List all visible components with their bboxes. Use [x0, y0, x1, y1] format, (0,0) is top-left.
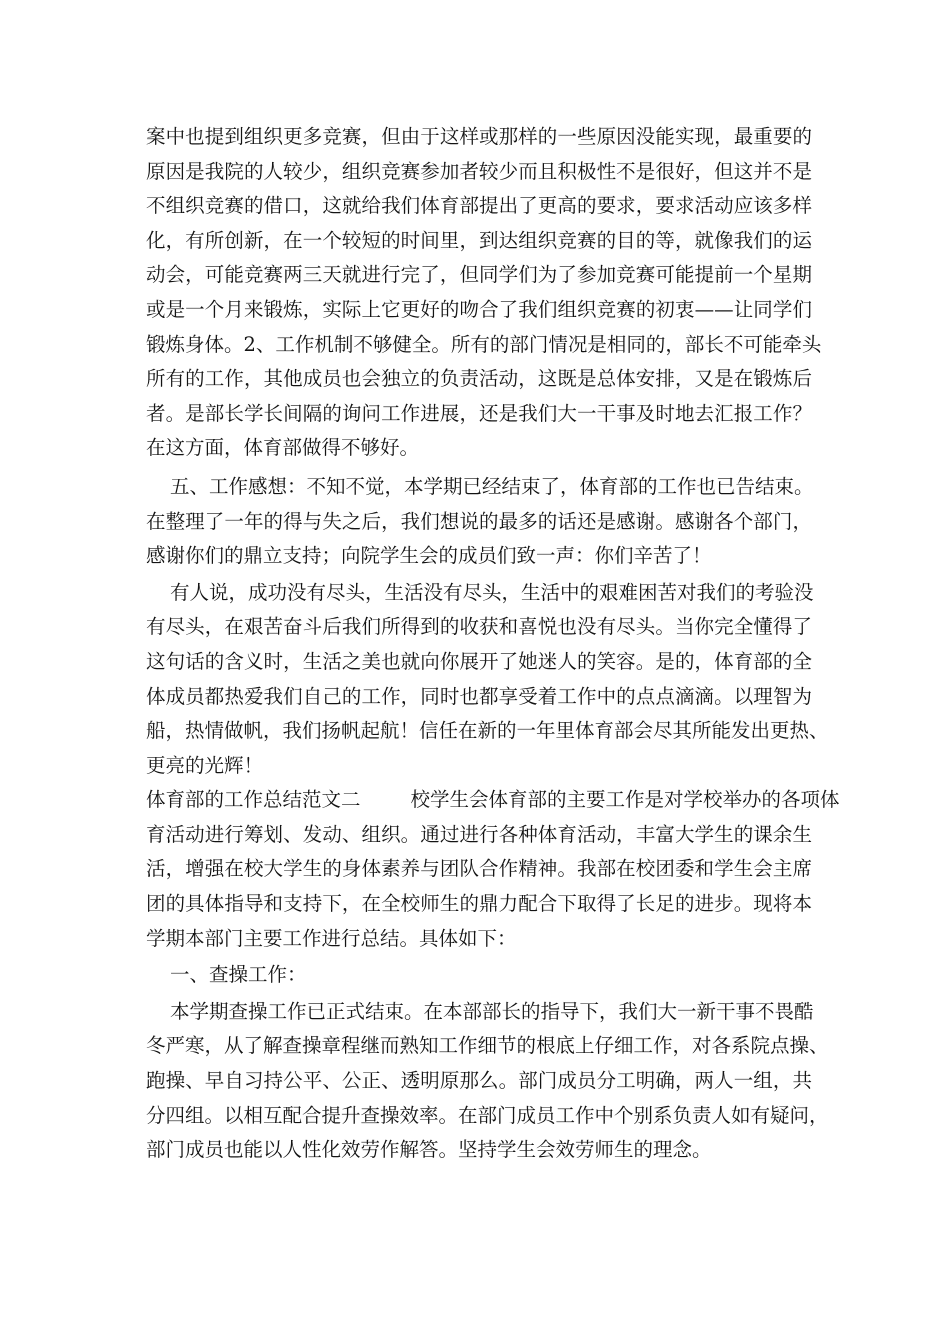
section-title: 体育部的工作总结范文二 [146, 788, 361, 812]
text-line: 感谢你们的鼎立支持；向院学生会的成员们致一声：你们辛苦了！ [146, 544, 712, 568]
paragraph-start-line: 五、工作感想：不知不觉，本学期已经结束了，体育部的工作也已告结束。 [170, 474, 814, 498]
text-line: 这句话的含义时，生活之美也就向你展开了她迷人的笑容。是的，体育部的全 [146, 649, 812, 673]
text-line: 锻炼身体。2、工作机制不够健全。所有的部门情况是相同的，部长不可能牵头 [146, 332, 822, 356]
text-line: 原因是我院的人较少，组织竞赛参加者较少而且积极性不是很好，但这并不是 [146, 159, 812, 183]
text-line: 者。是部长学长间隔的询问工作进展，还是我们大一干事及时地去汇报工作？ [146, 401, 812, 425]
paragraph-start-line: 本学期查操工作已正式结束。在本部部长的指导下，我们大一新干事不畏酷 [170, 999, 814, 1023]
section-intro-text: 校学生会体育部的主要工作是对学校举办的各项体 [410, 788, 840, 812]
text-line: 部门成员也能以人性化效劳作解答。坚持学生会效劳师生的理念。 [146, 1138, 712, 1162]
document-body [146, 120, 840, 1168]
text-line: 有尽头，在艰苦奋斗后我们所得到的收获和喜悦也没有尽头。当你完全懂得了 [146, 615, 812, 639]
text-line: 体成员都热爱我们自己的工作，同时也都享受着工作中的点点滴滴。以理智为 [146, 684, 812, 708]
text-line: 育活动进行筹划、发动、组织。通过进行各种体育活动，丰富大学生的课余生 [146, 822, 812, 846]
text-line: 或是一个月来锻炼，实际上它更好的吻合了我们组织竞赛的初衷——让同学们 [146, 297, 812, 321]
text-line: 跑操、早自习持公平、公正、透明原那么。部门成员分工明确，两人一组，共 [146, 1069, 812, 1093]
text-line: 船，热情做帆，我们扬帆起航！信任在新的一年里体育部会尽其所能发出更热、 [146, 719, 829, 743]
text-line: 更亮的光辉！ [146, 753, 264, 777]
text-line: 动会，可能竞赛两三天就进行完了，但同学们为了参加竞赛可能提前一个星期 [146, 263, 812, 287]
paragraph-start-line: 有人说，成功没有尽头，生活没有尽头，生活中的艰难困苦对我们的考验没 [170, 580, 814, 604]
text-line: 案中也提到组织更多竞赛，但由于这样或那样的一些原因没能实现，最重要的 [146, 125, 812, 148]
section-heading-line [146, 783, 840, 818]
text-line: 学期本部门主要工作进行总结。具体如下： [146, 926, 517, 950]
text-line: 冬严寒，从了解查操章程继而熟知工作细节的根底上仔细工作，对各系院点操、 [146, 1034, 829, 1058]
text-line: 分四组。以相互配合提升查操效率。在部门成员工作中个别系负责人如有疑问， [146, 1103, 829, 1127]
text-line: 不组织竞赛的借口，这就给我们体育部提出了更高的要求，要求活动应该多样 [146, 194, 812, 218]
subsection-heading: 一、查操工作： [170, 963, 307, 987]
text-line: 在整理了一年的得与失之后，我们想说的最多的话还是感谢。感谢各个部门， [146, 509, 812, 533]
text-line: 所有的工作，其他成员也会独立的负责活动，这既是总体安排，又是在锻炼后 [146, 367, 812, 391]
text-line: 活，增强在校大学生的身体素养与团队合作精神。我部在校团委和学生会主席 [146, 857, 812, 881]
text-line: 在这方面，体育部做得不够好。 [146, 436, 420, 460]
text-line: 化，有所创新，在一个较短的时间里，到达组织竞赛的目的等，就像我们的运 [146, 228, 812, 252]
text-line: 团的具体指导和支持下，在全校师生的鼎力配合下取得了长足的进步。现将本 [146, 892, 812, 916]
